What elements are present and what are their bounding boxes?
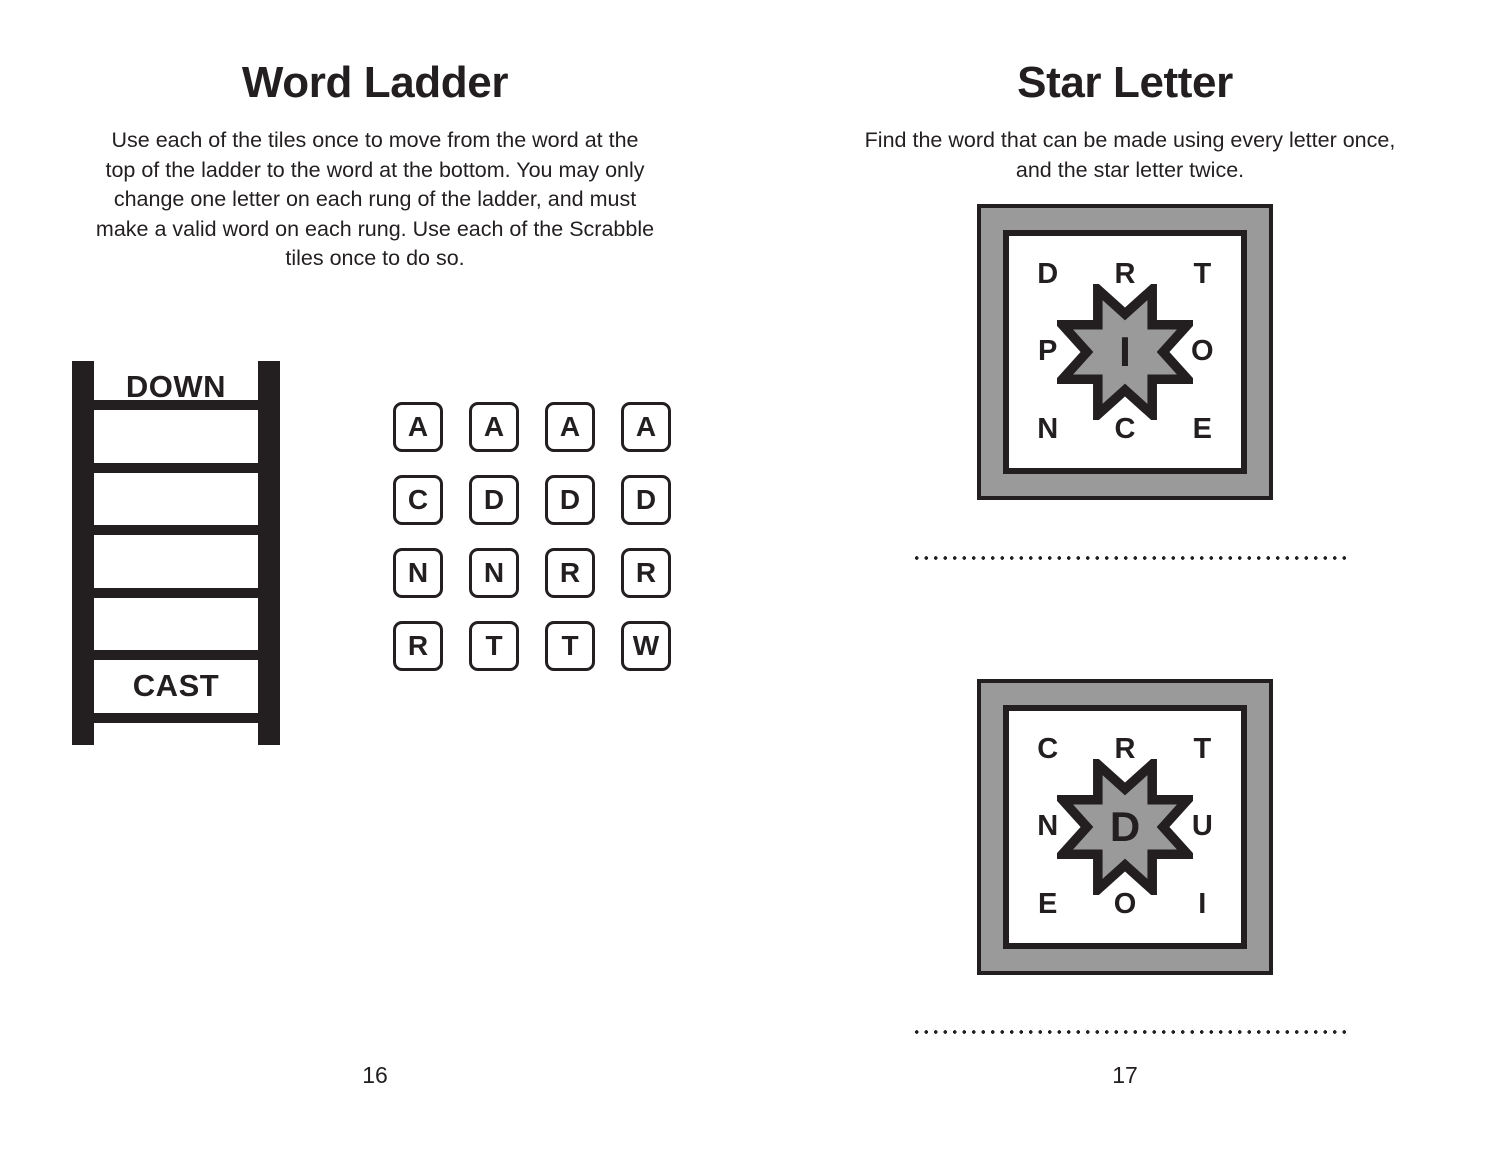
grid-letter: N bbox=[1037, 412, 1059, 445]
letter-tile[interactable]: D bbox=[545, 475, 595, 525]
ladder-word-bottom: CAST bbox=[132, 668, 220, 703]
ladder-rung-2 bbox=[88, 463, 264, 473]
letter-tile[interactable]: A bbox=[469, 402, 519, 452]
instructions-star-letter: Find the word that can be made using every letter once, and the star letter twice. bbox=[864, 128, 1396, 182]
grid-letter: O bbox=[1191, 335, 1214, 368]
letter-tile[interactable]: R bbox=[545, 548, 595, 598]
grid-letter: C bbox=[1114, 412, 1136, 445]
instructions-word-ladder: Use each of the tiles once to move from the word at the top of the ladder to the word at the bottom. You may only change one letter on each rung of the ladder, and must make a valid word on each rung. Use each of the Scrabble tiles once to do so. bbox=[95, 128, 655, 270]
grid-letter: E bbox=[1037, 887, 1058, 920]
ladder-rail-right bbox=[258, 361, 280, 745]
page-title-star-letter: Star Letter bbox=[1017, 58, 1233, 107]
ladder-blank-rung-3[interactable] bbox=[94, 535, 258, 587]
letter-tile[interactable]: A bbox=[545, 402, 595, 452]
ladder-rung-6 bbox=[88, 713, 264, 723]
star-letter-2: D bbox=[1109, 803, 1141, 850]
letter-tile[interactable]: N bbox=[393, 548, 443, 598]
grid-letter: N bbox=[1037, 810, 1059, 843]
letter-tile[interactable]: A bbox=[621, 402, 671, 452]
grid-letter: C bbox=[1037, 733, 1059, 766]
page-number-left: 16 bbox=[362, 1062, 388, 1088]
word-ladder-diagram bbox=[72, 361, 280, 745]
star-letter-grid-1-inner bbox=[1003, 230, 1247, 474]
grid-letter: D bbox=[1037, 258, 1059, 291]
ladder-rung-3 bbox=[88, 525, 264, 535]
grid-letter: P bbox=[1037, 335, 1058, 368]
ladder-word-top: DOWN bbox=[125, 369, 227, 404]
page-title-word-ladder: Word Ladder bbox=[241, 58, 509, 107]
letter-tile[interactable]: A bbox=[393, 402, 443, 452]
star-shape-1 bbox=[1057, 284, 1193, 420]
ladder-blank-rung-4[interactable] bbox=[94, 598, 258, 650]
letter-tile[interactable]: T bbox=[469, 621, 519, 671]
star-letter-grid-2 bbox=[977, 679, 1273, 975]
answer-line-2[interactable] bbox=[912, 1029, 1346, 1035]
grid-letter: T bbox=[1193, 733, 1212, 766]
ladder-rung-5 bbox=[88, 650, 264, 660]
ladder-blank-rung-1[interactable] bbox=[94, 410, 258, 462]
answer-line-1[interactable] bbox=[912, 555, 1346, 561]
grid-letter: E bbox=[1192, 412, 1212, 445]
ladder-rung-4 bbox=[88, 588, 264, 598]
grid-letter: O bbox=[1113, 887, 1137, 920]
grid-letter: R bbox=[1114, 733, 1136, 766]
letter-tile[interactable]: W bbox=[621, 621, 671, 671]
letter-tile[interactable]: R bbox=[621, 548, 671, 598]
letter-tile[interactable]: T bbox=[545, 621, 595, 671]
star-letter-grid-1 bbox=[977, 204, 1273, 500]
star-letter-grid-2-inner bbox=[1003, 705, 1247, 949]
page-star-letter bbox=[750, 0, 1500, 1153]
letter-tile[interactable]: D bbox=[469, 475, 519, 525]
grid-letter: R bbox=[1114, 258, 1136, 291]
page-number-right: 17 bbox=[1112, 1062, 1138, 1088]
letter-tile[interactable]: R bbox=[393, 621, 443, 671]
ladder-rail-left bbox=[72, 361, 94, 745]
letter-tile[interactable]: N bbox=[469, 548, 519, 598]
letter-tile[interactable]: C bbox=[393, 475, 443, 525]
star-shape-2 bbox=[1057, 759, 1193, 895]
grid-letter: T bbox=[1193, 258, 1212, 291]
letter-tile[interactable]: D bbox=[621, 475, 671, 525]
grid-letter: I bbox=[1198, 887, 1207, 920]
star-letter-1: I bbox=[1119, 328, 1131, 375]
grid-letter: U bbox=[1191, 810, 1213, 843]
scrabble-tile-bank bbox=[393, 402, 671, 671]
ladder-blank-rung-2[interactable] bbox=[94, 473, 258, 525]
